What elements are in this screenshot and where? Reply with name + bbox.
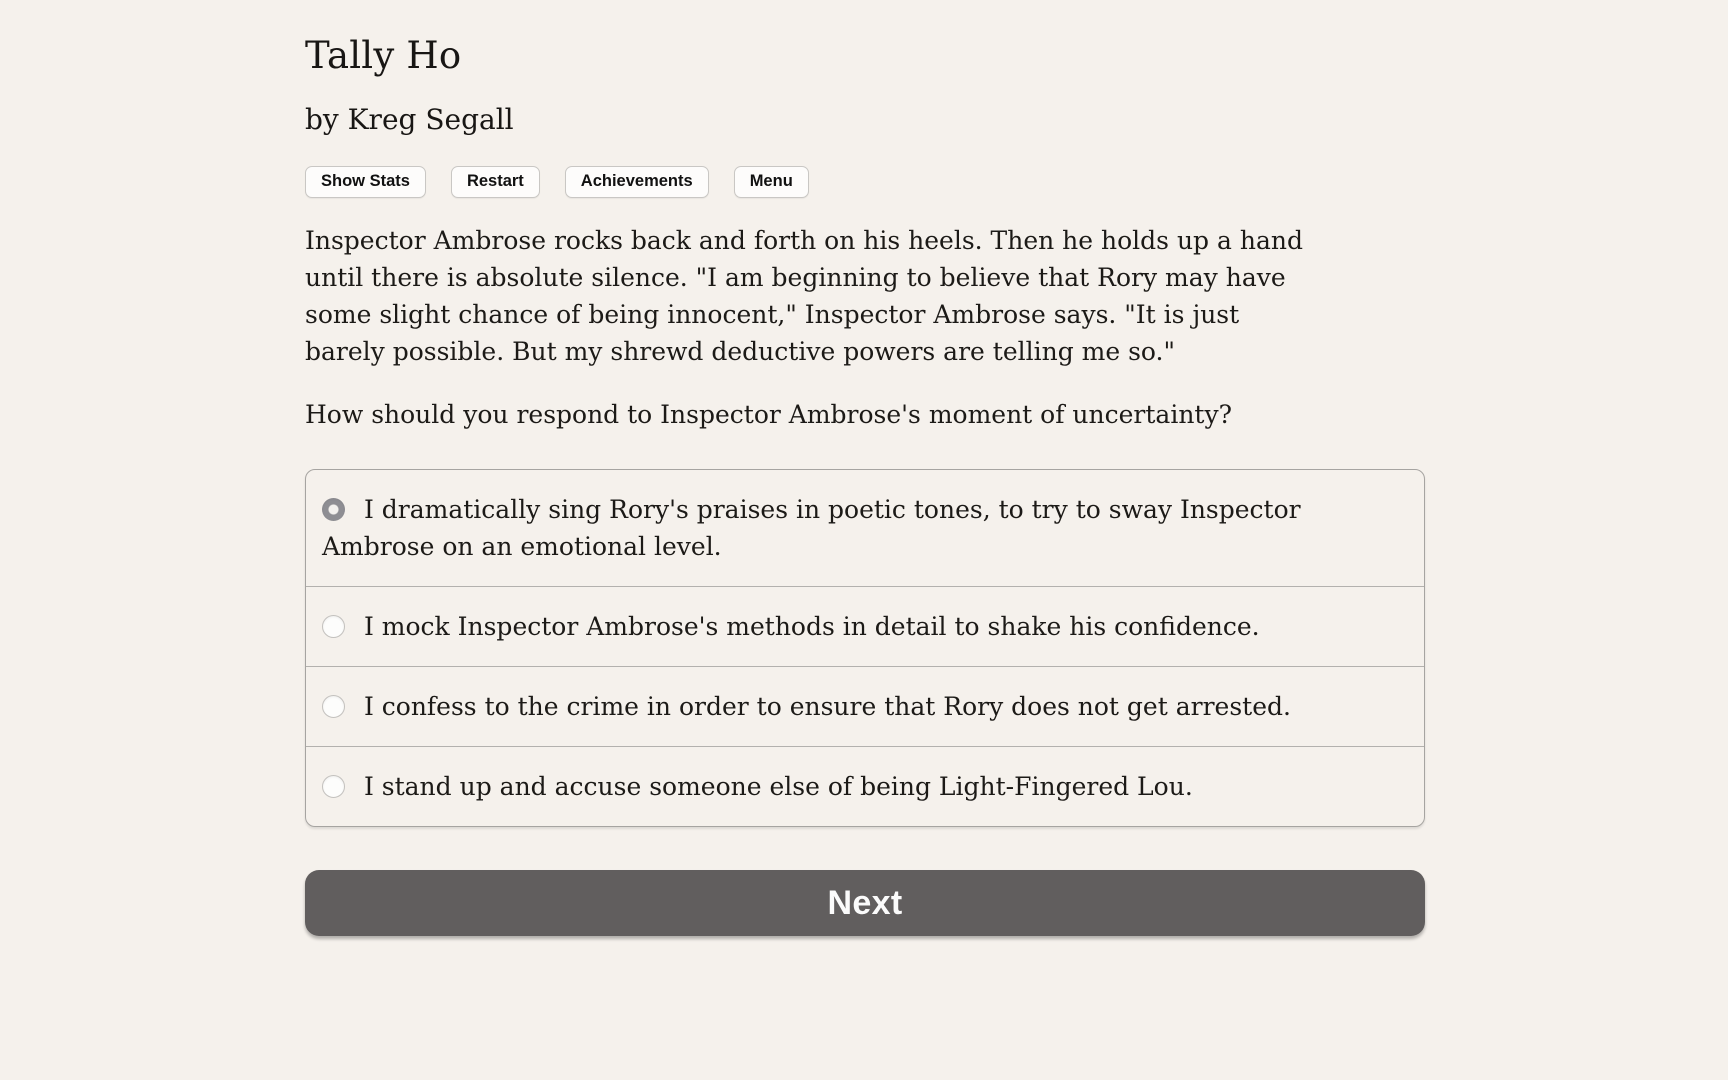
option-label: I stand up and accuse someone else of being Light-Fingered Lou.: [363, 772, 1193, 801]
choice-option-3[interactable]: [306, 666, 1424, 746]
show-stats-button[interactable]: Show Stats: [305, 166, 426, 198]
option-label: I mock Inspector Ambrose's methods in detail to shake his confidence.: [363, 612, 1260, 641]
restart-button[interactable]: Restart: [451, 166, 540, 198]
story-paragraph: Inspector Ambrose rocks back and forth on his heels. Then he holds up a hand until there is absolute silence. "I am beginning to believe that Rory may have some slight chance of being innocent," Inspector Ambrose says. "It is just barely possible. But my shrewd deductive powers are telling me so.": [305, 226, 1303, 366]
author-byline: by Kreg Segall: [305, 103, 514, 136]
toolbar: [305, 166, 1425, 198]
choice-option-1[interactable]: [306, 470, 1424, 586]
page-title: Tally Ho: [305, 34, 462, 77]
choice-option-4[interactable]: [306, 746, 1424, 826]
next-button[interactable]: Next: [305, 870, 1425, 936]
choice-options-group: [305, 469, 1425, 827]
menu-button[interactable]: Menu: [734, 166, 809, 198]
question-text: How should you respond to Inspector Ambrose's moment of uncertainty?: [305, 400, 1232, 429]
game-page: [305, 0, 1425, 936]
option-label: I confess to the crime in order to ensure that Rory does not get arrested.: [363, 692, 1291, 721]
option-radio-1[interactable]: [322, 498, 345, 521]
choice-option-2[interactable]: [306, 586, 1424, 666]
option-radio-4[interactable]: [322, 775, 345, 798]
option-label: I dramatically sing Rory's praises in poetic tones, to try to sway Inspector Ambrose on an emotional level.: [322, 495, 1301, 561]
achievements-button[interactable]: Achievements: [565, 166, 709, 198]
option-radio-3[interactable]: [322, 695, 345, 718]
option-radio-2[interactable]: [322, 615, 345, 638]
